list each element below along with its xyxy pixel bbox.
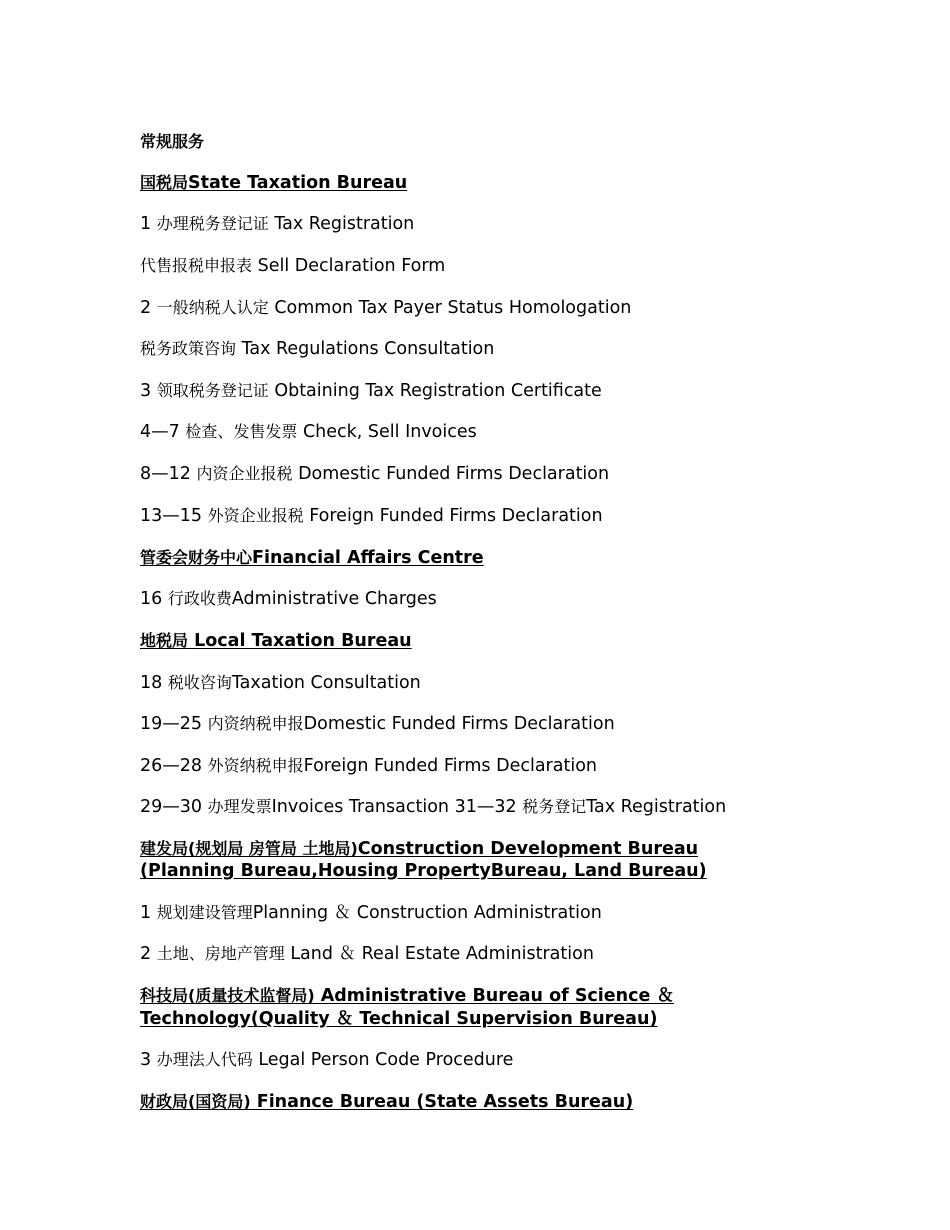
page-title: 常规服务: [140, 132, 205, 151]
list-item: 3 领取税务登记证 Obtaining Tax Registration Certificate: [140, 381, 602, 401]
section-heading-finance: 财政局(国资局) Finance Bureau (State Assets Bureau): [140, 1092, 634, 1112]
list-item: 16 行政收费Administrative Charges: [140, 589, 437, 609]
list-item: 代售报税申报表 Sell Declaration Form: [140, 256, 446, 276]
list-item: 1 办理税务登记证 Tax Registration: [140, 214, 415, 234]
section-heading-science-technology-line2: Technology(Quality ＆ Technical Supervision Bureau): [140, 1009, 658, 1029]
list-item: 3 办理法人代码 Legal Person Code Procedure: [140, 1050, 514, 1070]
section-heading-construction-line2: (Planning Bureau,Housing PropertyBureau, Land Bureau): [140, 861, 707, 881]
section-heading-local-taxation: 地税局 Local Taxation Bureau: [140, 631, 412, 651]
list-item: 13—15 外资企业报税 Foreign Funded Firms Declaration: [140, 506, 603, 526]
list-item: 26—28 外资纳税申报Foreign Funded Firms Declaration: [140, 756, 597, 776]
section-heading-construction: 建发局(规划局 房管局 土地局)Construction Development Bureau: [140, 839, 699, 859]
list-item: 4—7 检查、发售发票 Check, Sell Invoices: [140, 422, 477, 442]
list-item: 18 税收咨询Taxation Consultation: [140, 673, 421, 693]
list-item: 29—30 办理发票Invoices Transaction 31—32 税务登记Tax Registration: [140, 797, 727, 817]
list-item: 2 一般纳税人认定 Common Tax Payer Status Homologation: [140, 298, 632, 318]
list-item: 1 规划建设管理Planning ＆ Construction Administration: [140, 903, 602, 923]
list-item: 8—12 内资企业报税 Domestic Funded Firms Declaration: [140, 464, 610, 484]
section-heading-financial-affairs: 管委会财务中心Financial Affairs Centre: [140, 548, 484, 568]
list-item: 19—25 内资纳税申报Domestic Funded Firms Declaration: [140, 714, 615, 734]
section-heading-state-taxation: 国税局State Taxation Bureau: [140, 173, 408, 193]
list-item: 2 土地、房地产管理 Land ＆ Real Estate Administration: [140, 944, 594, 964]
list-item: 税务政策咨询 Tax Regulations Consultation: [140, 339, 495, 359]
section-heading-science-technology: 科技局(质量技术监督局) Administrative Bureau of Science ＆: [140, 986, 674, 1006]
